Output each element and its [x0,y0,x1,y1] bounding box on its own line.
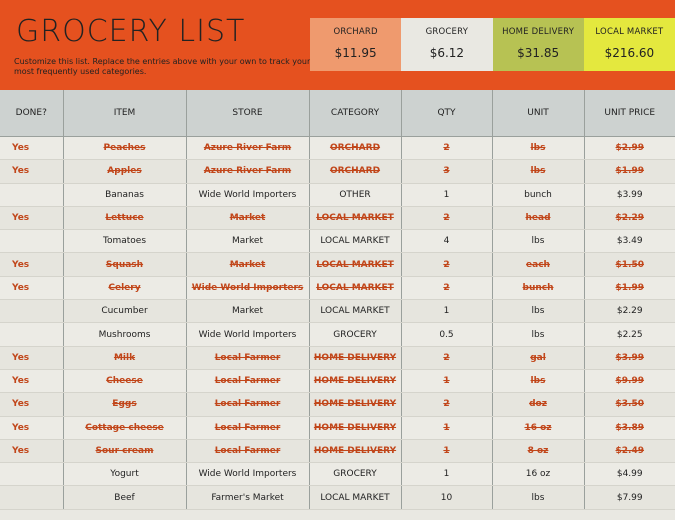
cell-category[interactable]: LOCAL MARKET [309,276,401,299]
cell-qty[interactable]: 1 [401,439,492,462]
cell-unit[interactable]: doz [492,393,584,416]
cell-qty[interactable]: 2 [401,206,492,229]
cell-category[interactable]: LOCAL MARKET [309,230,401,253]
table-row[interactable] [0,416,675,439]
cell-unit[interactable]: lbs [492,230,584,253]
cell-qty[interactable]: 2 [401,253,492,276]
cell-item[interactable]: Squash [63,253,186,276]
total-orchard[interactable] [310,18,401,71]
cell-store[interactable]: Local Farmer [186,393,309,416]
grocery-table [0,90,675,510]
cell-qty[interactable]: 2 [401,346,492,369]
cell-store[interactable]: Local Farmer [186,416,309,439]
category-totals [310,18,675,71]
cell-category[interactable]: ORCHARD [309,160,401,183]
total-local-market[interactable] [584,18,675,71]
table-header-row [0,90,675,137]
cell-price[interactable]: $3.89 [584,416,675,439]
cell-price[interactable]: $2.99 [584,137,675,160]
total-value: $216.60 [604,46,655,60]
table-row[interactable] [0,230,675,253]
cell-category[interactable]: LOCAL MARKET [309,486,401,509]
table-row[interactable] [0,486,675,509]
cell-unit[interactable]: bunch [492,276,584,299]
cell-store[interactable]: Wide World Importers [186,276,309,299]
cell-unit[interactable]: lbs [492,137,584,160]
cell-category[interactable]: HOME DELIVERY [309,369,401,392]
table-row[interactable] [0,276,675,299]
cell-done[interactable] [0,323,63,346]
table-row[interactable] [0,346,675,369]
column-header-category[interactable]: CATEGORY [309,90,401,137]
cell-price[interactable]: $1.99 [584,276,675,299]
cell-category[interactable]: ORCHARD [309,137,401,160]
table-row[interactable] [0,369,675,392]
cell-price[interactable]: $3.99 [584,183,675,206]
total-grocery[interactable] [401,18,492,71]
cell-qty[interactable]: 1 [401,416,492,439]
total-label: GROCERY [425,27,469,37]
total-value: $6.12 [429,46,465,60]
cell-done[interactable]: Yes [0,206,63,229]
cell-qty[interactable]: 3 [401,160,492,183]
cell-item[interactable]: Mushrooms [63,323,186,346]
cell-unit[interactable]: head [492,206,584,229]
column-header-qty[interactable]: QTY [401,90,492,137]
cell-qty[interactable]: 1 [401,183,492,206]
cell-category[interactable]: OTHER [309,183,401,206]
cell-unit[interactable]: lbs [492,323,584,346]
page-title: GROCERY LIST [16,14,246,49]
cell-unit[interactable]: 16 oz [492,416,584,439]
cell-category[interactable]: LOCAL MARKET [309,253,401,276]
cell-store[interactable]: Market [186,253,309,276]
cell-price[interactable]: $1.99 [584,160,675,183]
cell-item[interactable]: Tomatoes [63,230,186,253]
cell-price[interactable]: $3.49 [584,230,675,253]
cell-category[interactable]: HOME DELIVERY [309,346,401,369]
cell-item[interactable]: Yogurt [63,463,186,486]
cell-store[interactable]: Azure River Farm [186,137,309,160]
cell-qty[interactable]: 1 [401,300,492,323]
cell-done[interactable] [0,486,63,509]
cell-store[interactable]: Market [186,206,309,229]
total-value: $11.95 [334,46,377,60]
table-row[interactable] [0,463,675,486]
cell-done[interactable] [0,463,63,486]
column-header-unit-price[interactable]: UNIT PRICE [584,90,675,137]
header-banner [0,0,675,90]
cell-category[interactable]: LOCAL MARKET [309,300,401,323]
cell-qty[interactable]: 4 [401,230,492,253]
cell-store[interactable]: Local Farmer [186,439,309,462]
cell-price[interactable]: $2.29 [584,300,675,323]
cell-done[interactable]: Yes [0,393,63,416]
cell-price[interactable]: $3.50 [584,393,675,416]
cell-category[interactable]: GROCERY [309,323,401,346]
total-home-delivery[interactable] [493,18,584,71]
cell-unit[interactable]: 8 oz [492,439,584,462]
table-row[interactable] [0,393,675,416]
cell-unit[interactable]: lbs [492,300,584,323]
cell-done[interactable]: Yes [0,253,63,276]
cell-done[interactable]: Yes [0,160,63,183]
cell-unit[interactable]: gal [492,346,584,369]
table-row[interactable] [0,300,675,323]
cell-item[interactable]: Milk [63,346,186,369]
cell-item[interactable]: Cheese [63,369,186,392]
cell-done[interactable]: Yes [0,346,63,369]
cell-price[interactable]: $2.29 [584,206,675,229]
cell-unit[interactable]: 16 oz [492,463,584,486]
cell-store[interactable]: Wide World Importers [186,183,309,206]
table-row[interactable] [0,206,675,229]
cell-qty[interactable]: 2 [401,276,492,299]
cell-done[interactable]: Yes [0,137,63,160]
cell-store[interactable]: Azure River Farm [186,160,309,183]
cell-store[interactable]: Market [186,230,309,253]
cell-qty[interactable]: 2 [401,393,492,416]
table-row[interactable] [0,253,675,276]
cell-store[interactable]: Local Farmer [186,369,309,392]
cell-store[interactable]: Farmer's Market [186,486,309,509]
cell-category[interactable]: HOME DELIVERY [309,416,401,439]
total-label: LOCAL MARKET [595,27,664,37]
cell-qty[interactable]: 1 [401,463,492,486]
column-header-unit[interactable]: UNIT [492,90,584,137]
total-label: HOME DELIVERY [502,27,575,37]
total-value: $31.85 [517,46,560,60]
cell-item[interactable]: Sour cream [63,439,186,462]
table-row[interactable] [0,160,675,183]
total-label: ORCHARD [333,27,378,37]
cell-store[interactable]: Wide World Importers [186,463,309,486]
cell-qty[interactable]: 1 [401,369,492,392]
cell-item[interactable]: Beef [63,486,186,509]
cell-category[interactable]: LOCAL MARKET [309,206,401,229]
cell-done[interactable] [0,300,63,323]
cell-price[interactable]: $3.99 [584,346,675,369]
cell-done[interactable] [0,183,63,206]
cell-done[interactable]: Yes [0,369,63,392]
cell-qty[interactable]: 10 [401,486,492,509]
cell-unit[interactable]: lbs [492,486,584,509]
cell-item[interactable]: Cucumber [63,300,186,323]
cell-category[interactable]: HOME DELIVERY [309,393,401,416]
table-row[interactable] [0,183,675,206]
cell-unit[interactable]: each [492,253,584,276]
page-subtitle: Customize this list. Replace the entries above with your own to track your most frequently used categories. [14,57,311,76]
cell-unit[interactable]: lbs [492,160,584,183]
table-row[interactable] [0,323,675,346]
cell-done[interactable] [0,230,63,253]
cell-price[interactable]: $9.99 [584,369,675,392]
cell-store[interactable]: Market [186,300,309,323]
column-header-store[interactable]: STORE [186,90,309,137]
cell-item[interactable]: Bananas [63,183,186,206]
cell-category[interactable]: HOME DELIVERY [309,439,401,462]
cell-done[interactable]: Yes [0,416,63,439]
cell-done[interactable]: Yes [0,276,63,299]
cell-price[interactable]: $7.99 [584,486,675,509]
cell-qty[interactable]: 0.5 [401,323,492,346]
cell-item[interactable]: Lettuce [63,206,186,229]
cell-category[interactable]: GROCERY [309,463,401,486]
table-row[interactable] [0,439,675,462]
cell-done[interactable]: Yes [0,439,63,462]
cell-price[interactable]: $2.49 [584,439,675,462]
table-row[interactable] [0,137,675,160]
cell-item[interactable]: Peaches [63,137,186,160]
column-header-item[interactable]: ITEM [63,90,186,137]
cell-qty[interactable]: 2 [401,137,492,160]
cell-price[interactable]: $1.50 [584,253,675,276]
cell-store[interactable]: Local Farmer [186,346,309,369]
column-header-done[interactable]: DONE? [0,90,63,137]
cell-unit[interactable]: lbs [492,369,584,392]
cell-item[interactable]: Apples [63,160,186,183]
cell-item[interactable]: Eggs [63,393,186,416]
cell-store[interactable]: Wide World Importers [186,323,309,346]
cell-price[interactable]: $2.25 [584,323,675,346]
cell-item[interactable]: Celery [63,276,186,299]
cell-item[interactable]: Cottage cheese [63,416,186,439]
cell-price[interactable]: $4.99 [584,463,675,486]
cell-unit[interactable]: bunch [492,183,584,206]
